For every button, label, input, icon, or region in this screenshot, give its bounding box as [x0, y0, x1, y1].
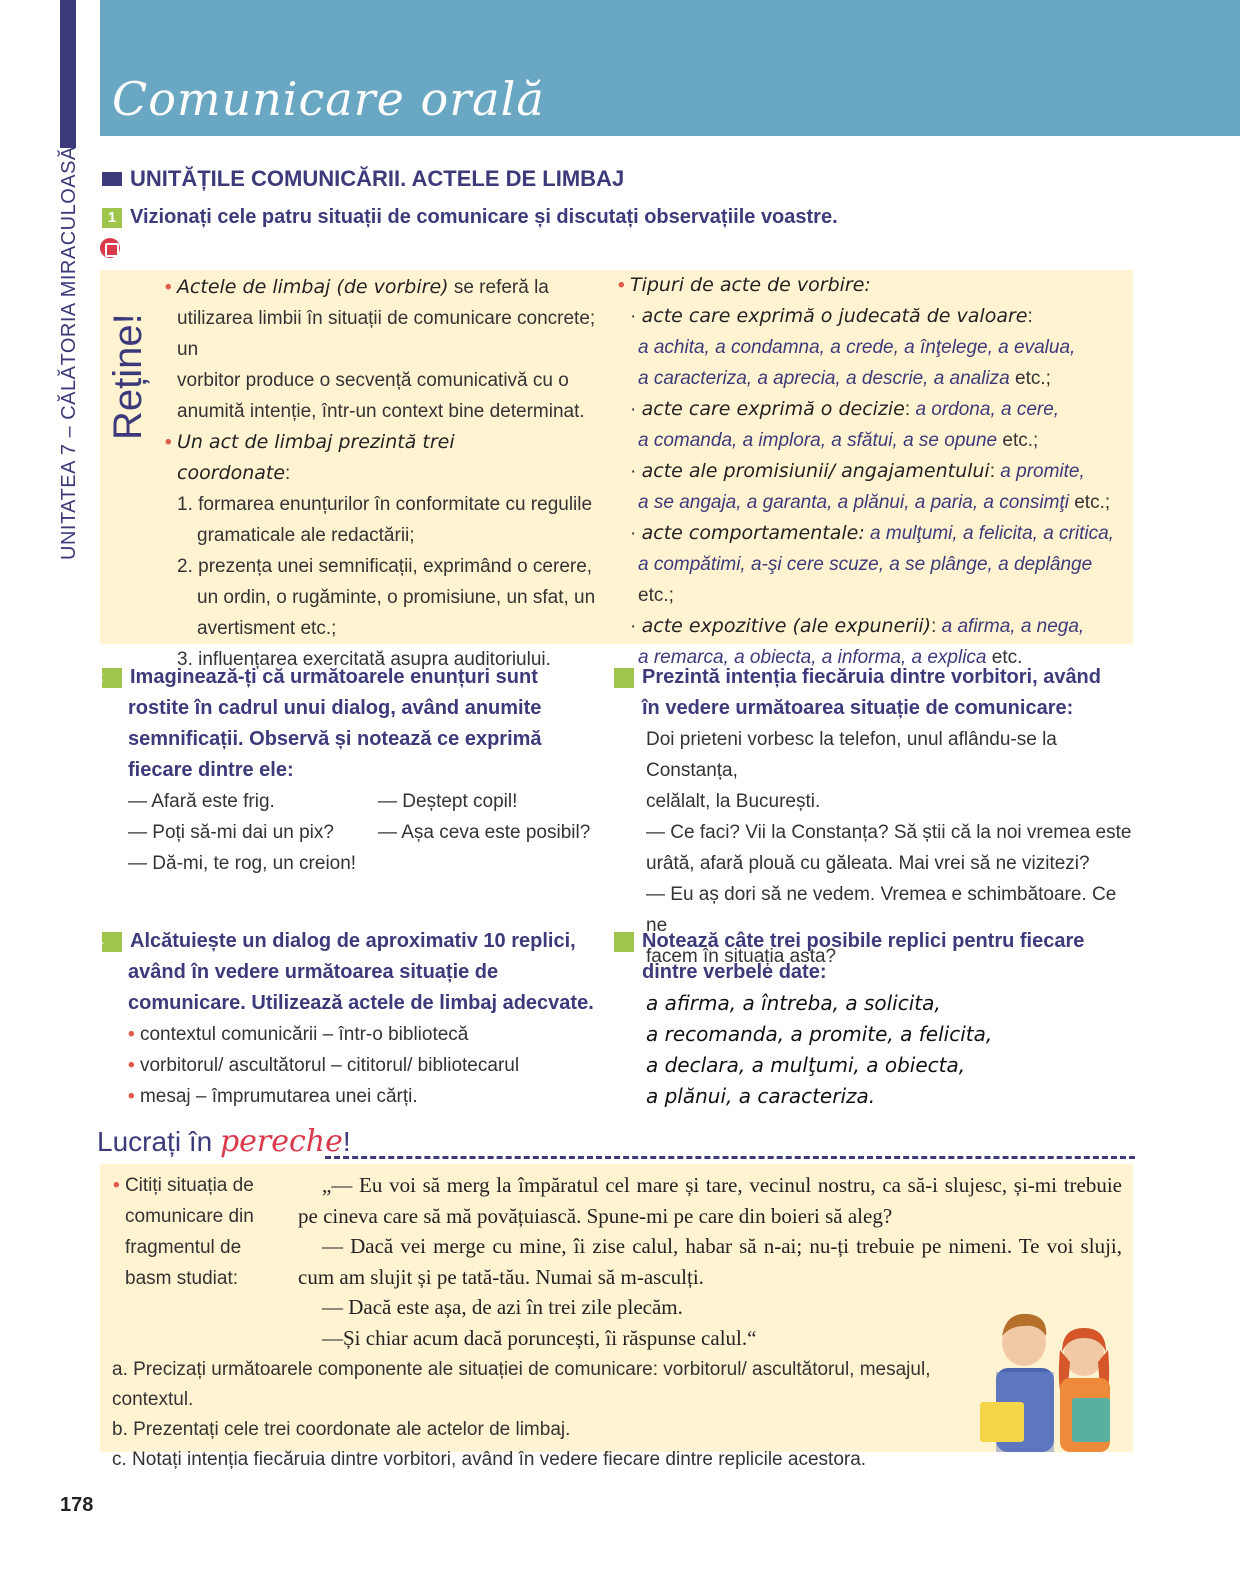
text: etc.; [638, 585, 674, 606]
item-number: 1. [177, 494, 193, 515]
text: basm studiat: [125, 1268, 238, 1289]
section-title: UNITĂȚILE COMUNICĂRII. ACTELE DE LIMBAJ [130, 166, 625, 191]
exercise-1 [102, 202, 1102, 233]
verb-list [614, 988, 1134, 1112]
text: etc.; [1009, 368, 1051, 389]
task-letter: a. [112, 1359, 128, 1380]
exercise-4: 4 Alcătuiește un dialog de aproximativ 10 replici, având în vedere următoarea situație de comunicare. Utilizează actele de limbaj adecvate. • contextul comunicării – într-o bibliotecă • vorbitorul/ ascultătorul – cititorul/ bibliotecarul • mesaj – împrumutarea unei cărți. [102, 926, 612, 1112]
exercise-2 [94, 662, 592, 874]
types-title: Tipuri de acte de vorbire: [629, 274, 871, 296]
task-text: Prezentați cele trei coordonate ale actelor de limbaj. [127, 1419, 571, 1440]
examples: a caracteriza, a aprecia, a descrie, a analiza [638, 368, 1010, 389]
retine-label: Reține! [106, 313, 150, 440]
fragment-paragraph: — Dacă este așa, de azi în trei zile plecăm. [322, 1295, 683, 1319]
retine-left-column: • Actele de limbaj (de vorbire) se referă la utilizarea limbii în situații de comunicare concrete; un vorbitor produce o secvență comunicativă cu o anumită intenție, într-un context bine determinat. • Un act de limbaj prezintă trei coordonate: 1. formarea enunțurilor în conformitate cu regulile gramaticale ale redactării; 2. prezența unei semnificații, exprimând o cerere, un ordin, o rugăminte, o promisiune, un sfat, un avertisment etc.; 3. influențarea exercitată asupra auditoriului. [165, 272, 605, 675]
exercise-1-text: Vizionați cele patru situații de comunicare și discutați observațiile voastre. [130, 206, 838, 228]
text: Citiți situația de [124, 1175, 254, 1196]
list-item: mesaj – împrumutarea unei cărți. [139, 1086, 418, 1107]
exercise-3-text: în vedere următoarea situație de comunicare: [642, 697, 1074, 719]
text: vorbitor produce o secvență comunicativă cu o [177, 370, 569, 391]
exercise-2-text: semnificații. Observă și notează ce exprimă [128, 728, 542, 750]
text: formarea enunțurilor în conformitate cu regulile [198, 494, 593, 515]
examples: a se angaja, a garanta, a plănui, a paria, a consimţi [638, 492, 1069, 513]
examples: a afirma, a nega, [941, 616, 1085, 637]
section-heading [102, 166, 624, 192]
exercise-number: 4 [102, 932, 122, 952]
text: celălalt, la București. [646, 791, 821, 812]
text: — Ce faci? Vii la Constanța? Să știi că la noi vremea este [646, 822, 1132, 843]
exercise-number: 2 [102, 668, 122, 688]
pair-heading-text: Lucrați în [97, 1126, 220, 1157]
item-number: 3. [177, 649, 193, 670]
side-accent-bar [60, 0, 76, 148]
item-number: 2. [177, 556, 193, 577]
text: un ordin, o rugăminte, o promisiune, un sfat, un [197, 587, 596, 608]
examples: a comanda, a implora, a sfătui, a se opune [638, 430, 998, 451]
text: — Eu aș dori să ne vedem. Vremea e schimbătoare. Ce ne [646, 884, 1117, 936]
task-text: Precizați următoarele componente ale situației de comunicare: vorbitorul/ ascultătorul, mesajul, contextul. [112, 1359, 931, 1410]
examples: a compătimi, a-şi cere scuze, a se plânge, a deplânge [638, 554, 1093, 575]
fragment-paragraph: „— Eu voi să merg la împăratul cel mare și tare, vecinul nostru, ca să-i slujesc, și-mi trebuie pe cineva care să mă povățuiască. Spune-mi pe care din boieri să aleg? [298, 1173, 1122, 1228]
page-number: 178 [60, 1494, 94, 1516]
list-item: — Poți să-mi dai un pix? [128, 822, 334, 843]
examples: a mulţumi, a felicita, a critica, [864, 523, 1114, 544]
text: etc. [986, 647, 1023, 668]
text: : [931, 616, 942, 637]
pair-tasks [112, 1355, 982, 1475]
type-term: acte comportamentale: [641, 522, 865, 544]
examples: a achita, a condamna, a crede, a înţelege, a evalua, [638, 337, 1076, 358]
text: : [904, 399, 916, 420]
exercise-number: 5 [614, 932, 634, 952]
text: influențarea exercitată asupra auditoriului. [198, 649, 551, 670]
task-letter: b. [112, 1419, 128, 1440]
section-square-marker [102, 172, 122, 186]
chapter-title: Comunicare orală [112, 72, 545, 126]
list-item: contextul comunicării – într-o bibliotecă [139, 1024, 469, 1045]
list-item: — Așa ceva este posibil? [378, 822, 591, 843]
exercise-4-text: având în vedere următoarea situație de [128, 961, 499, 983]
exercise-4-text: Alcătuiește un dialog de aproximativ 10 replici, [130, 930, 576, 952]
examples: a remarca, a obiecta, a informa, a explica [638, 647, 987, 668]
type-term: acte ale promisiunii/ angajamentului [641, 460, 990, 482]
text: gramaticale ale redactării; [197, 525, 415, 546]
retine-right-column: • Tipuri de acte de vorbire: · acte care exprimă o judecată de valoare: a achita, a condamna, a crede, a înţelege, a evalua, a caracteriza, a aprecia, a descrie, a analiza etc.; · acte care exprimă o decizie: a ordona, a cere, a comanda, a implora, a sfătui, a se opune etc.; · acte ale promisiunii/ angajamentului: a promite, a se angaja, a garanta, a plănui, a paria, a consimţi etc.; · acte comportamentale: a mulţumi, a felicita, a critica, a compătimi, a-şi cere scuze, a se plânge, a deplânge etc.; · acte expozitive (ale expunerii): a afirma, a nega, a remarca, a obiecta, a informa, a explica etc. [618, 274, 1114, 668]
list-item: — Deștept copil! [378, 791, 518, 812]
exercise-2-text: Imaginează-ți că următoarele enunțuri sunt [130, 666, 538, 688]
type-term: acte care exprimă o decizie [641, 398, 905, 420]
term-acte-de-limbaj: Actele de limbaj (de vorbire) [176, 276, 449, 298]
exercise-5-text: Notează câte trei posibile replici pentru fiecare [642, 930, 1085, 952]
unit-side-label: UNITATEA 7 – CĂLĂTORIA MIRACULOASĂ [58, 146, 80, 560]
pair-heading-text: ! [342, 1126, 351, 1157]
text: : [1027, 306, 1033, 327]
text: se referă la [448, 277, 549, 298]
term-coordonate: Un act de limbaj prezintă trei [176, 431, 455, 453]
exercise-3-text: Prezintă intenția fiecăruia dintre vorbitori, având [642, 666, 1101, 688]
text: etc.; [1068, 492, 1111, 513]
pair-instruction: • Citiți situația de comunicare din fragmentul de basm studiat: [113, 1170, 273, 1294]
task-letter: c. [112, 1449, 127, 1470]
verb-line: a afirma, a întreba, a solicita, [646, 991, 941, 1015]
children-illustration [972, 1302, 1132, 1452]
list-item: — Afară este frig. [128, 791, 275, 812]
text: : [285, 463, 291, 484]
chapter-header [100, 0, 1240, 136]
text: comunicare din [125, 1206, 254, 1227]
examples: a ordona, a cere, [915, 399, 1060, 420]
task-text: Notați intenția fiecăruia dintre vorbitori, având în vedere fiecare dintre replicile acestora. [126, 1449, 867, 1470]
text: urâtă, afară plouă cu găleata. Mai vrei să ne vizitezi? [646, 853, 1090, 874]
dashed-divider [325, 1156, 1135, 1159]
term-coordonate: coordonate [177, 462, 286, 484]
pair-heading-accent: pereche [219, 1124, 343, 1159]
list-item: — Dă-mi, te rog, un creion! [128, 853, 357, 874]
text: avertisment etc.; [197, 618, 337, 639]
text: fragmentul de [125, 1237, 242, 1258]
verb-line: a plănui, a caracteriza. [646, 1084, 876, 1108]
fragment-paragraph: — Dacă vei merge cu mine, îi zise calul, habar să n-ai; nu-ți trebuie pe nimeni. Te voi sluji, cum am slujit și pe tată-tău. Numai să m-asculți. [298, 1234, 1122, 1289]
text: utilizarea limbii în situații de comunicare concrete; un [177, 308, 596, 360]
text: prezența unei semnificații, exprimând o cerere, [198, 556, 593, 577]
exercise-number: 1 [102, 208, 122, 228]
video-icon[interactable] [100, 238, 120, 258]
exercise-number: 3 [614, 668, 634, 688]
examples: a promite, [1000, 461, 1085, 482]
text: : [989, 461, 1001, 482]
text: anumită intenție, într-un context bine determinat. [177, 401, 585, 422]
exercise-5-text: dintre verbele date: [642, 961, 827, 983]
exercise-2-text: fiecare dintre ele: [128, 759, 294, 781]
exercise-4-text: comunicare. Utilizează actele de limbaj adecvate. [128, 992, 594, 1014]
verb-line: a declara, a mulţumi, a obiecta, [646, 1053, 966, 1077]
text: Doi prieteni vorbesc la telefon, unul aflându-se la Constanța, [646, 729, 1057, 781]
fragment-paragraph: —Și chiar acum dacă poruncești, îi răspunse calul.“ [322, 1325, 757, 1350]
text: etc.; [997, 430, 1039, 451]
list-item: vorbitorul/ ascultătorul – cititorul/ bibliotecarul [139, 1055, 520, 1076]
exercise-5 [605, 926, 1134, 1112]
exercise-2-text: rostite în cadrul unui dialog, având anumite [128, 697, 542, 719]
text: facem în situația asta? [646, 946, 837, 967]
verb-line: a recomanda, a promite, a felicita, [646, 1022, 993, 1046]
type-term: acte care exprimă o judecată de valoare [641, 305, 1028, 327]
type-term: acte expozitive (ale expunerii) [641, 615, 932, 637]
